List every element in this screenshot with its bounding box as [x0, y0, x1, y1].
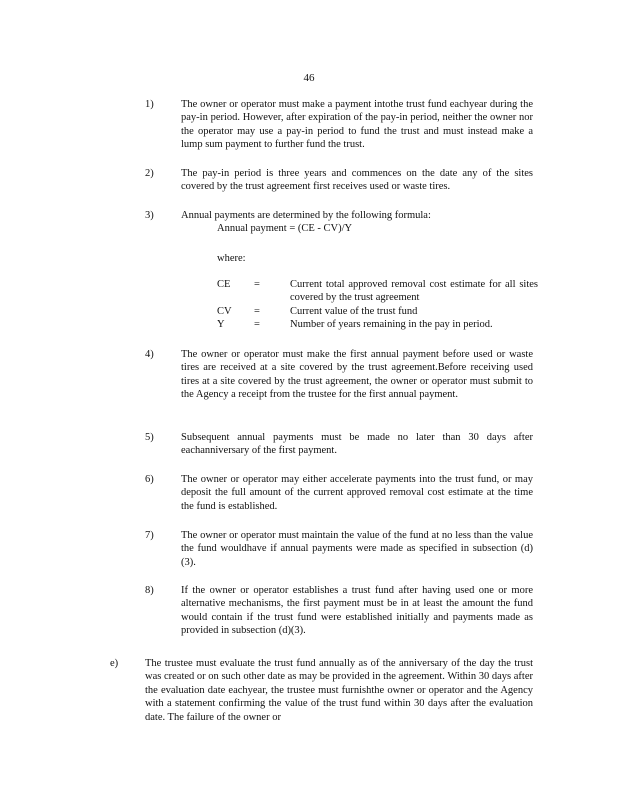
- page-number: 46: [303, 72, 315, 84]
- formula-where: where:: [217, 253, 246, 264]
- definition-equals: =: [254, 319, 260, 331]
- item-text: The owner or operator may either accelerate payments into the trust fund, or may deposit the full amount of the current approved removal cost estimate at the time the fund is established.: [181, 474, 533, 512]
- formula-line: Annual payment = (CE - CV)/Y: [217, 223, 353, 234]
- item-number: 2): [145, 168, 154, 179]
- definition-text: Number of years remaining in the pay in period.: [290, 319, 493, 331]
- item-text: The owner or operator must make the first annual payment before used or waste tires are received at a site covered by the trust agreement.Before receiving used tires at a site covered by the trust agreement, the owner or operator must submit to the Agency a receipt from the trustee for the first annual payment.: [181, 349, 533, 401]
- item-number: 6): [145, 474, 154, 485]
- definition-symbol: CE: [217, 279, 231, 290]
- definition-text: Current value of the trust fund: [290, 305, 418, 317]
- item-number: 4): [145, 349, 154, 360]
- definition-text: Current total approved removal cost estimate for all sites covered by the trust agreement: [290, 279, 538, 304]
- definition-equals: =: [254, 305, 260, 317]
- item-text: The pay-in period is three years and commences on the date any of the sites covered by the trust agreement first receives used or waste tires.: [181, 168, 533, 193]
- definition-symbol: Y: [217, 319, 225, 331]
- item-number: 3): [145, 210, 154, 221]
- item-number: 8): [145, 585, 154, 596]
- item-text: The owner or operator must maintain the value of the fund at no less than the value the fund wouldhave if annual payments were made as specified in subsection (d)(3).: [181, 530, 533, 568]
- item-number: 7): [145, 530, 154, 541]
- definition-equals: =: [254, 279, 260, 290]
- item-text: Annual payments are determined by the following formula:: [181, 210, 431, 221]
- paragraph-text: The trustee must evaluate the trust fund annually as of the anniversary of the day the trust was created or on such other date as may be provided in the agreement. Within 30 days after the evaluation date eachyear, the trustee must furnishthe owner or operator and the Agency with a statement confirming the value of the trust fund within 30 days after the evaluation date. The failure of the owner or: [145, 658, 533, 723]
- item-text: The owner or operator must make a payment intothe trust fund eachyear during the pay-in period. However, after expiration of the pay-in period, neither the owner nor the operator may use a pay-in period to fund the trust and must instead make a lump sum payment to further fund the trust.: [181, 99, 533, 151]
- definition-symbol: CV: [217, 305, 232, 317]
- paragraph-label: e): [110, 658, 119, 669]
- item-text: If the owner or operator establishes a trust fund after having used one or more alternative mechanisms, the first payment must be in at least the amount the fund would contain if the trust fund were established initially and payments made as provided in subsection (d)(3).: [181, 585, 533, 637]
- item-text: Subsequent annual payments must be made no later than 30 days after eachanniversary of the first payment.: [181, 432, 533, 457]
- item-number: 1): [145, 99, 154, 110]
- item-number: 5): [145, 432, 154, 443]
